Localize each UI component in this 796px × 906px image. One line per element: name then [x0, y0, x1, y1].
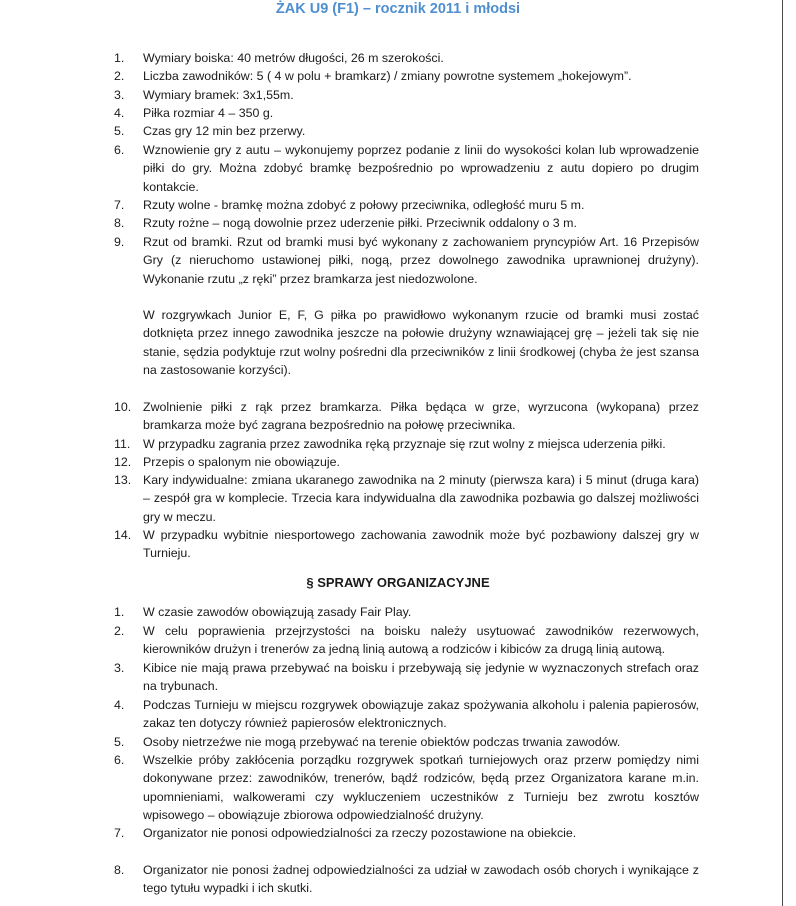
list-text: Rzut od bramki. Rzut od bramki musi być wykonany z zachowaniem pryncypiów Art. 16 Przepisów Gry (z nieruchomo ustawionej piłki, nogą, przez dowolnego zawodnika uprawnionej drużyny). Wykonanie rzutu „z ręki” przez bramkarza jest niedozwolone. — [143, 235, 699, 286]
list-number: 8. — [114, 216, 125, 230]
list-text: Zwolnienie piłki z rąk przez bramkarza. Piłka będąca w grze, wyrzucona (wykopana) przez bramkarza może być zagrana bezpośrednio na połowę przeciwnika. — [143, 400, 699, 433]
list-number: 2. — [114, 69, 125, 83]
list-text: Podczas Turnieju w miejscu rozgrywek obowiązuje zakaz spożywania alkoholu i palenia papierosów, zakaz ten dotyczy również papierosów elektronicznych. — [143, 698, 699, 731]
list-number: 6. — [114, 753, 125, 767]
list-text: W celu poprawienia przejrzystości na boisku należy usytuować zawodników rezerwowych, kierowników drużyn i trenerów za jedną linią autową a rodziców i kibiców za drugą linią autową. — [143, 624, 699, 657]
list-text: W przypadku wybitnie niesportowego zachowania zawodnik może być pozbawiony dalszej gry w Turnieju. — [143, 528, 699, 561]
section-title: § SPRAWY ORGANIZACYJNE — [306, 575, 490, 590]
list-text: Osoby nietrzeźwe nie mogą przebywać na terenie obiektów podczas trwania zawodów. — [143, 735, 621, 749]
list-number: 5. — [114, 735, 125, 749]
list-number: 7. — [114, 198, 125, 212]
list-number: 8. — [114, 863, 125, 877]
list-number: 10. — [114, 400, 132, 414]
list-text: Rzuty wolne - bramkę można zdobyć z połowy przeciwnika, odległość muru 5 m. — [143, 198, 585, 212]
list-number: 7. — [114, 826, 125, 840]
list-number: 3. — [114, 88, 125, 102]
list-text: Czas gry 12 min bez przerwy. — [143, 124, 306, 138]
list-text: Rzuty rożne – nogą dowolnie przez uderzenie piłki. Przeciwnik oddalony o 3 m. — [143, 216, 577, 230]
list-number: 4. — [114, 106, 125, 120]
list-number: 1. — [114, 51, 125, 65]
list-text: Wymiary bramek: 3x1,55m. — [143, 88, 294, 102]
list-text: Organizator nie ponosi odpowiedzialności za rzeczy pozostawione na obiekcie. — [143, 826, 577, 840]
list-number: 1. — [114, 605, 125, 619]
list-number: 11. — [114, 437, 131, 451]
list-text: Kary indywidualne: zmiana ukaranego zawodnika na 2 minuty (pierwsza kara) i 5 minut (druga kara) – zespół gra w komplecie. Trzecia kara indywidualna dla zawodnika pozbawia go dalszej możliwości gry w meczu. — [143, 473, 699, 524]
rule9-note: W rozgrywkach Junior E, F, G piłka po prawidłowo wykonanym rzucie od bramki musi zostać dotknięta przez innego zawodnika jeszcze na połowie drużyny wznawiającej grę – jeżeli tak się nie stanie, sędzia podyktuje rzut wolny pośredni dla przeciwników z linii środkowej (chyba że jest szansa na zastosowanie korzyści). — [143, 308, 699, 377]
list-text: W przypadku zagrania przez zawodnika ręką przyznaje się rzut wolny z miejsca uderzenia piłki. — [143, 437, 666, 451]
list-text: Przepis o spalonym nie obowiązuje. — [143, 455, 340, 469]
list-number: 4. — [114, 698, 125, 712]
list-text: Wymiary boiska: 40 metrów długości, 26 m szerokości. — [143, 51, 444, 65]
list-number: 5. — [114, 124, 125, 138]
list-number: 6. — [114, 143, 125, 157]
list-text: Piłka rozmiar 4 – 350 g. — [143, 106, 274, 120]
list-text: W czasie zawodów obowiązują zasady Fair Play. — [143, 605, 412, 619]
list-text: Kibice nie mają prawa przebywać na boisku i przebywają się jedynie w wyznaczonych strefach oraz na trybunach. — [143, 661, 699, 694]
page-title: ŻAK U9 (F1) – rocznik 2011 i młodsi — [275, 1, 521, 17]
list-text: Liczba zawodników: 5 ( 4 w polu + bramkarz) / zmiany powrotne systemem „hokejowym”. — [143, 69, 632, 83]
list-text: Wszelkie próby zakłócenia porządku rozgrywek spotkań turniejowych oraz przerw pomiędzy nimi dokonywane przez: zawodników, trenerów, bądź rodziców, będą przez Organizatora karane m.in. upomnieniami, walkowerami czy wykluczeniem uczestników z Turnieju bez zwrotu kosztów wpisowego – obowiązuje zbiorowa odpowiedzialność drużyny. — [143, 753, 699, 822]
list-number: 2. — [114, 624, 125, 638]
list-number: 3. — [114, 661, 125, 675]
list-text: Organizator nie ponosi żadnej odpowiedzialności za udział w zawodach osób chorych i wynikające z tego tytułu wypadki i ich skutki. — [143, 863, 699, 896]
page-edge-line — [782, 0, 783, 906]
list-number: 13. — [114, 473, 132, 487]
list-number: 12. — [114, 455, 132, 469]
list-text: Wznowienie gry z autu – wykonujemy poprzez podanie z linii do wysokości kolan lub wprowadzenie piłki do gry. Można zdobyć bramkę bezpośrednio po wprowadzeniu z autu dopiero po drugim kontakcie. — [143, 143, 699, 194]
list-number: 9. — [114, 235, 125, 249]
list-number: 14. — [114, 528, 132, 542]
